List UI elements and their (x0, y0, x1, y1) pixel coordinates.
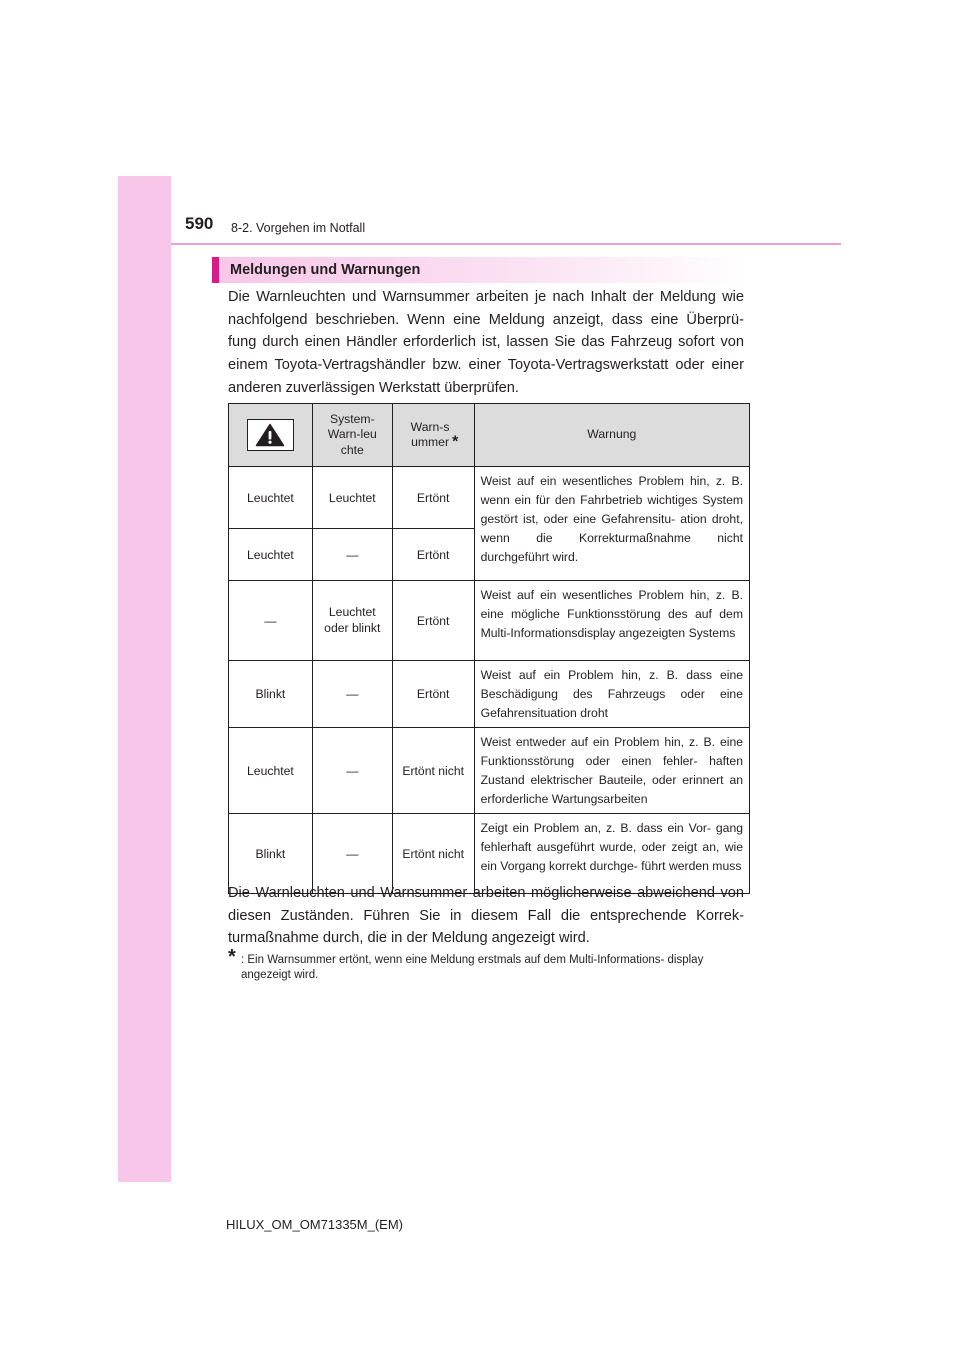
cell-master-warning: Blinkt (229, 661, 313, 728)
document-code: HILUX_OM_OM71335M_(EM) (226, 1217, 403, 1232)
chapter-title: 8-2. Vorgehen im Notfall (231, 221, 366, 235)
cell-system-light-label: Leuchtet oder blinkt (324, 605, 381, 635)
section-heading (212, 257, 749, 283)
cell-master-warning: Leuchtet (229, 728, 313, 814)
page-number: 590 (185, 214, 214, 233)
cell-warning-text: Weist auf ein wesentliches Problem hin, z. B. eine mögliche Funktionsstörung des auf dem Multi-Informationsdisplay angezeigten Systems (474, 581, 749, 661)
header-warning: Warnung (474, 404, 749, 467)
cell-system-light (312, 581, 392, 661)
header-system-light (312, 404, 392, 467)
cell-buzzer: Ertönt (392, 581, 474, 661)
cell-buzzer: Ertönt nicht (392, 814, 474, 894)
cell-master-warning: — (229, 581, 313, 661)
cell-warning-text: Zeigt ein Problem an, z. B. dass ein Vor- gang fehlerhaft ausgeführt wurde, oder zeigt an, wie ein Vorgang korrekt durchge- führt werden muss (474, 814, 749, 894)
cell-system-light: — (312, 814, 392, 894)
cell-master-warning: Leuchtet (229, 467, 313, 529)
table-row (229, 467, 750, 529)
closing-paragraph: Die Warnleuchten und Warnsummer arbeiten möglicherweise abweichend von diesen Zuständen. Führen Sie in diesem Fall die entsprechende Korrek- turmaßnahme durch, die in der Meldung angezeigt wird. (228, 885, 744, 947)
intro-paragraph: Die Warnleuchten und Warnsummer arbeiten je nach Inhalt der Meldung wie nachfolgend beschrieben. Wenn eine Meldung anzeigt, dass eine Überprü- fung durch einen Händler erforderlich ist, lassen Sie das Fahrzeug sofort von einem Toyota-Vertragshändler bzw. einer Toyota-Vertragswerkstatt oder einer anderen zuverlässigen Werkstatt überprüfen. (228, 289, 744, 396)
cell-system-light: — (312, 728, 392, 814)
footnote-mark: * (228, 946, 236, 968)
cell-system-light: — (312, 661, 392, 728)
footnote-asterisk: * (452, 433, 459, 450)
cell-buzzer: Ertönt nicht (392, 728, 474, 814)
header-master-warning (229, 404, 313, 467)
section-title: Meldungen und Warnungen (230, 262, 421, 278)
header-system-light-label: System-Warn-leuchte (327, 411, 377, 457)
cell-master-warning: Blinkt (229, 814, 313, 894)
table-row (229, 661, 750, 728)
footnote-text: : Ein Warnsummer ertönt, wenn eine Meldung erstmals auf dem Multi-Informations- display angezeigt wird. (241, 954, 704, 981)
warning-triangle-icon (247, 419, 294, 451)
chapter-side-band (118, 176, 171, 1182)
cell-buzzer: Ertönt (392, 529, 474, 581)
cell-master-warning: Leuchtet (229, 529, 313, 581)
cell-warning-text: Weist entweder auf ein Problem hin, z. B. eine Funktionsstörung oder einen fehler- haften Zustand elektrischer Bauteile, oder erinnert an erforderliche Wartungsarbeiten (474, 728, 749, 814)
section-heading-marker (212, 257, 219, 283)
footnote (228, 948, 744, 983)
cell-buzzer: Ertönt (392, 467, 474, 529)
warning-table (228, 403, 750, 894)
cell-warning-text: Weist auf ein wesentliches Problem hin, z. B. wenn ein für den Fahrbetrieb wichtiges System gestört ist, oder eine Gefahrensitu- ation droht, wenn die Korrekturmaßnahme nicht durchgeführt wird. (474, 467, 749, 581)
table-row (229, 581, 750, 661)
header-buzzer-label: Warn-summer (410, 419, 450, 449)
table-row (229, 728, 750, 814)
table-header-row (229, 404, 750, 467)
header-buzzer (392, 404, 474, 467)
cell-system-light: — (312, 529, 392, 581)
header-divider (171, 243, 841, 245)
cell-system-light: Leuchtet (312, 467, 392, 529)
cell-buzzer: Ertönt (392, 661, 474, 728)
cell-warning-text: Weist auf ein Problem hin, z. B. dass eine Beschädigung des Fahrzeugs oder eine Gefahrensituation droht (474, 661, 749, 728)
